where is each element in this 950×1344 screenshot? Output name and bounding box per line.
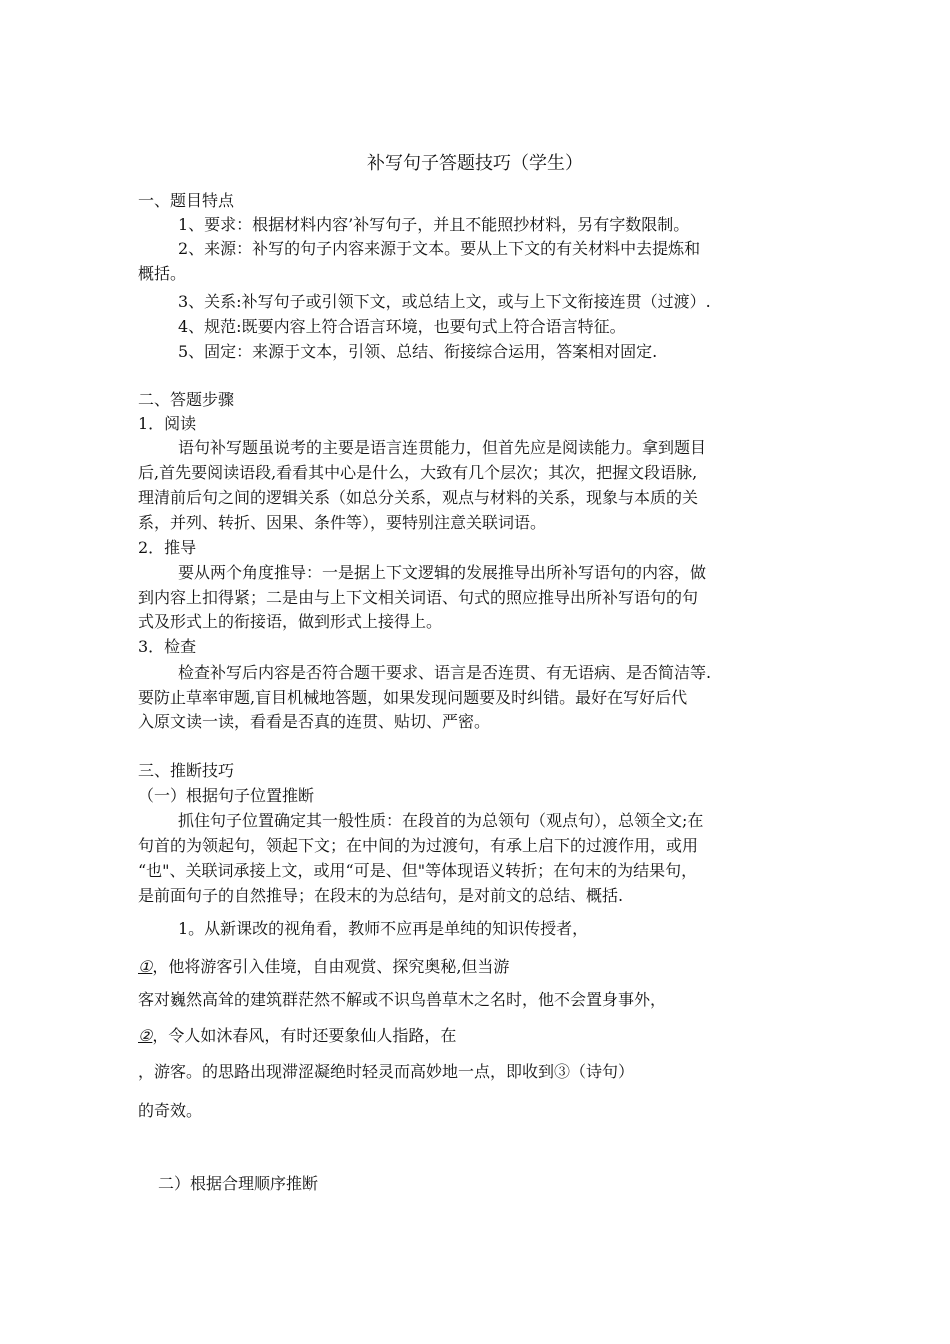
step3-heading: 3．检查 (138, 637, 197, 656)
example-line-3: 客对巍然高耸的建筑群茫然不解或不识鸟兽草木之名时，他不会置身事外， (138, 990, 667, 1009)
example-line-2-text: ，他将游客引入佳境，自由观赏、探究奥秘,但当游 (152, 957, 510, 976)
section2-heading: 二、答题步骤 (138, 390, 235, 409)
sub1-line-3: “也"、关联词承接上文，或用“可是、但"等体现语义转折；在句末的为结果句， (138, 861, 698, 880)
sub1-line-1: 抓住句子位置确定其一般性质：在段首的为总领句（观点句），总领全文;在 (178, 811, 704, 830)
example-line-6: 的奇效。 (138, 1101, 203, 1120)
section1-item-2: 2、来源：补写的句子内容来源于文本。要从上下文的有关材料中去提炼和 (178, 239, 701, 258)
step3-line-3: 入原文读一读，看看是否真的连贯、贴切、严密。 (138, 712, 491, 731)
step2-line-3: 式及形式上的衔接语，做到形式上接得上。 (138, 612, 443, 631)
example-line-5: ，游客。的思路出现滞涩凝绝时轻灵而高妙地一点，即收到③（诗句） (138, 1062, 635, 1081)
section1-item-2-cont: 概括。 (138, 264, 187, 283)
sub1-line-4: 是前面句子的自然推导；在段末的为总结句，是对前文的总结、概括. (138, 886, 624, 905)
step2-heading: 2．推导 (138, 538, 197, 557)
page-title: 补写句子答题技巧（学生） (367, 153, 583, 174)
section1-item-3: 3、关系:补写句子或引领下文，或总结上文，或与上下文衔接连贯（过渡）. (178, 292, 711, 311)
sub1-line-2: 句首的为领起句，领起下文；在中间的为过渡句，有承上启下的过渡作用，或用 (138, 836, 699, 855)
example-line-4 (138, 1024, 818, 1048)
sub2-heading: 二）根据合理顺序推断 (158, 1174, 319, 1193)
example-line-1: 1。从新课改的视角看，教师不应再是单纯的知识传授者， (178, 919, 589, 938)
section1-heading: 一、题目特点 (138, 191, 235, 210)
section1-item-4: 4、规范:既要内容上符合语言环境，也要句式上符合语言特征。 (178, 317, 626, 336)
section3-heading: 三、推断技巧 (138, 761, 235, 780)
sub1-heading: （一）根据句子位置推断 (138, 786, 315, 805)
step3-line-1: 检查补写后内容是否符合题干要求、语言是否连贯、有无语病、是否简洁等. (178, 663, 712, 682)
step1-line-3: 理清前后句之间的逻辑关系（如总分关系，观点与材料的关系，现象与本质的关 (138, 488, 699, 507)
blank-2: ② (138, 1026, 153, 1045)
step2-line-1: 要从两个角度推导：一是据上下文逻辑的发展推导出所补写语句的内容，做 (178, 563, 707, 582)
step1-line-4: 系，并列、转折、因果、条件等），要特别注意关联词语。 (138, 513, 547, 532)
section1-item-5: 5、固定：来源于文本，引领、总结、衔接综合运用，答案相对固定. (178, 342, 658, 361)
step3-line-2: 要防止草率审题,盲目机械地答题，如果发现问题要及时纠错。最好在写好后代 (138, 688, 688, 707)
example-line-2 (138, 955, 818, 979)
step1-line-2: 后,首先要阅读语段,看看其中心是什么，大致有几个层次；其次，把握文段语脉, (138, 463, 698, 482)
step2-line-2: 到内容上扣得紧；二是由与上下文相关词语、句式的照应推导出所补写语句的句 (138, 588, 699, 607)
example-line-4-text: ，令人如沐春风，有时还要象仙人指路，在 (152, 1026, 457, 1045)
blank-1: ① (138, 957, 153, 976)
section1-item-1: 1、要求：根据材料内容’补写句子，并且不能照抄材料，另有字数限制。 (178, 215, 690, 234)
step1-heading: 1．阅读 (138, 414, 197, 433)
step1-line-1: 语句补写题虽说考的主要是语言连贯能力，但首先应是阅读能力。拿到题目 (178, 438, 707, 457)
